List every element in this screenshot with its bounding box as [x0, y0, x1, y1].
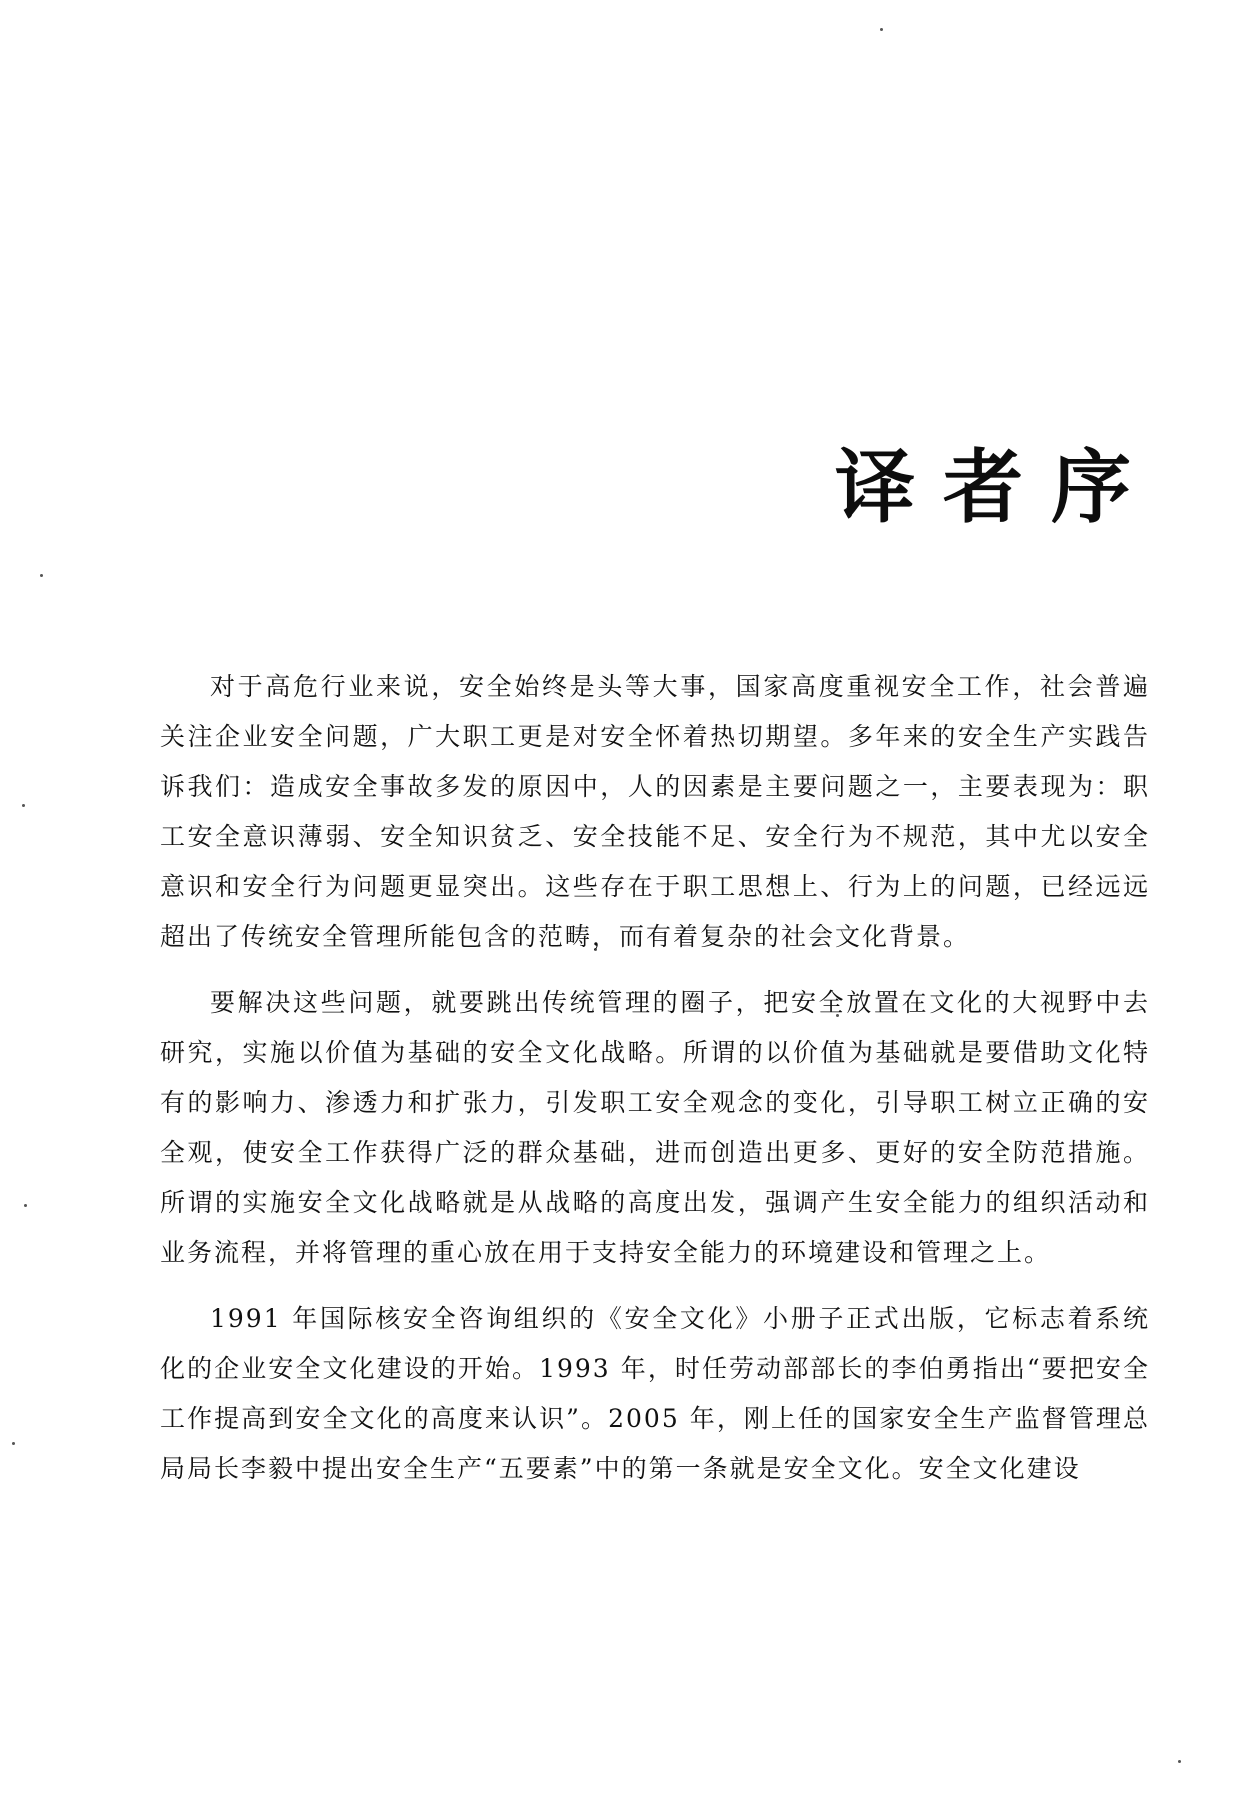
- scan-speck: [24, 1204, 27, 1207]
- page-title: 译者序: [835, 441, 1159, 534]
- body-text: [160, 662, 1150, 1510]
- paragraph-3: 1991 年国际核安全咨询组织的《安全文化》小册子正式出版，它标志着系统化的企业安全文化建设的开始。1993 年，时任劳动部部长的李伯勇指出“要把安全工作提高到安全文化的高度来认识”。2005 年，刚上任的国家安全生产监督管理总局局长李毅中提出安全生产“五要素”中的第一条就是安全文化。安全文化建设: [160, 1304, 1150, 1483]
- paragraph-1: 对于高危行业来说，安全始终是头等大事，国家高度重视安全工作，社会普遍关注企业安全问题，广大职工更是对安全怀着热切期望。多年来的安全生产实践告诉我们：造成安全事故多发的原因中，人的因素是主要问题之一，主要表现为：职工安全意识薄弱、安全知识贫乏、安全技能不足、安全行为不规范，其中尤以安全意识和安全行为问题更显突出。这些存在于职工思想上、行为上的问题，已经远远超出了传统安全管理所能包含的范畴，而有着复杂的社会文化背景。: [160, 672, 1150, 951]
- scan-speck: [22, 804, 25, 807]
- scan-speck: [880, 28, 883, 31]
- scan-speck: [40, 574, 43, 577]
- scan-speck: [1178, 1760, 1181, 1763]
- scan-speck: [12, 1442, 15, 1445]
- paragraph-2: 要解决这些问题，就要跳出传统管理的圈子，把安全放置在文化的大视野中去研究，实施以价值为基础的安全文化战略。所谓的以价值为基础就是要借助文化特有的影响力、渗透力和扩张力，引发职工安全观念的变化，引导职工树立正确的安全观，使安全工作获得广泛的群众基础，进而创造出更多、更好的安全防范措施。所谓的实施安全文化战略就是从战略的高度出发，强调产生安全能力的组织活动和业务流程，并将管理的重心放在用于支持安全能力的环境建设和管理之上。: [160, 988, 1150, 1267]
